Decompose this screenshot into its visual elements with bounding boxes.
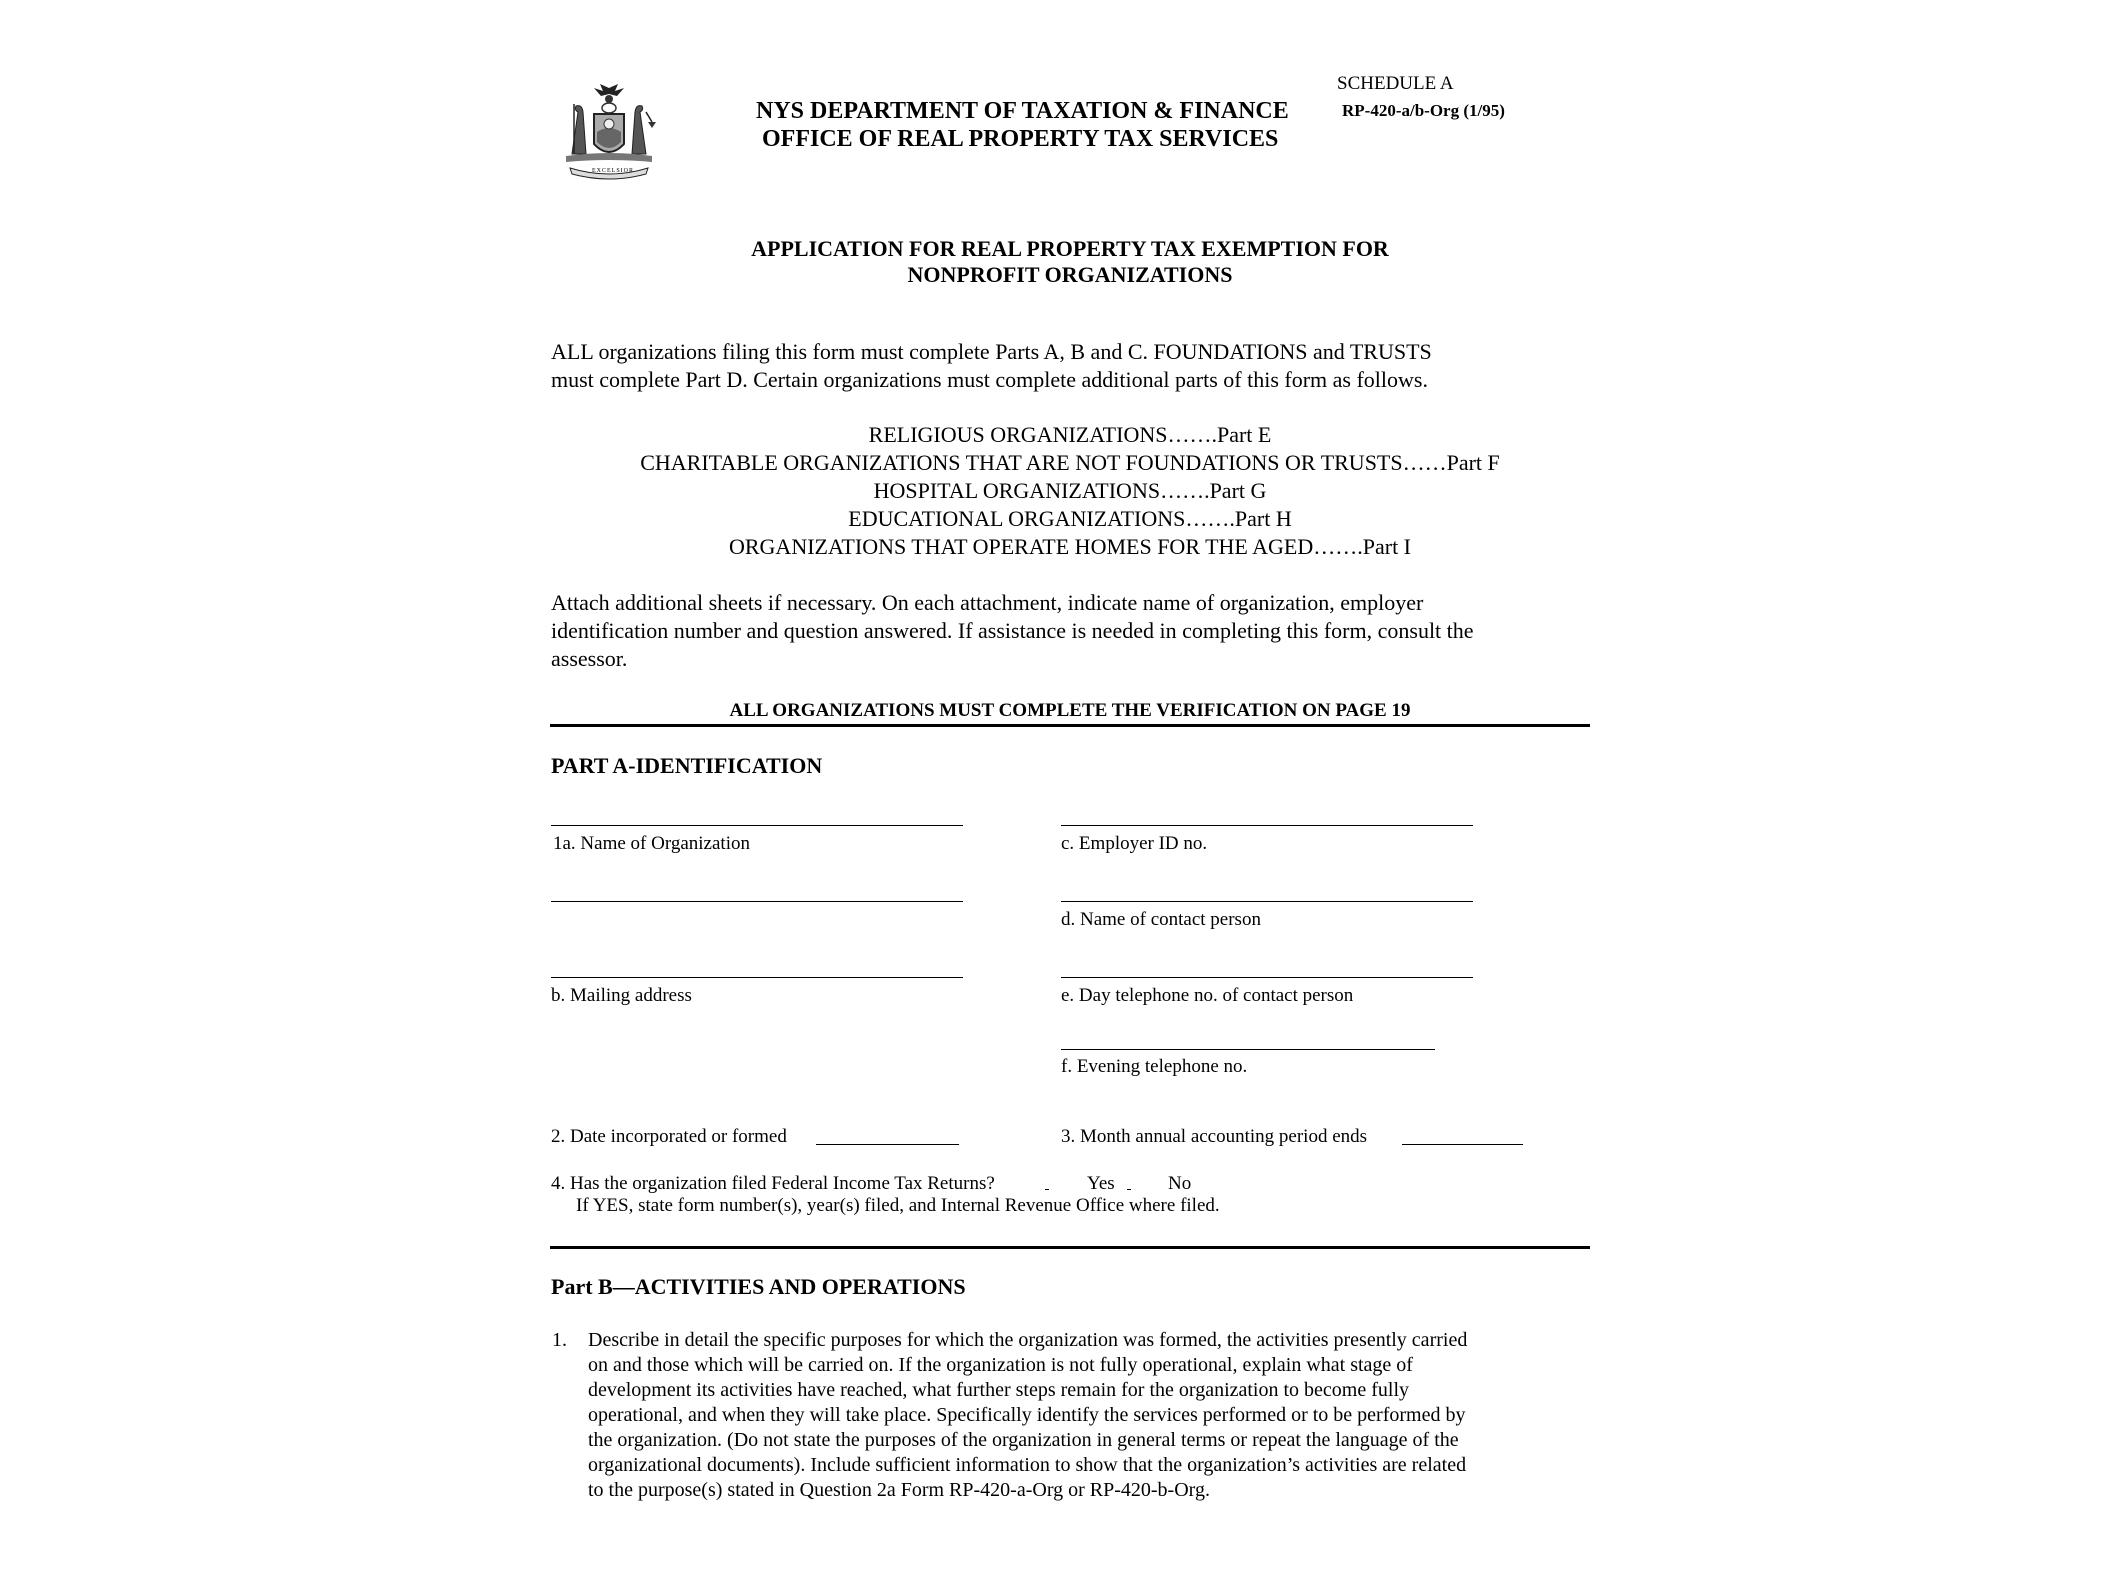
accounting-period-label: 3. Month annual accounting period ends bbox=[1061, 1126, 1368, 1147]
evening-phone-label: f. Evening telephone no. bbox=[1061, 1056, 1248, 1077]
attach-line3: assessor. bbox=[551, 646, 628, 671]
q4-yes-label: Yes bbox=[1087, 1173, 1115, 1194]
nys-seal-icon bbox=[556, 82, 662, 182]
name-of-org-field[interactable] bbox=[551, 825, 963, 826]
seal-motto: EXCELSIOR bbox=[592, 168, 634, 174]
verification-notice: ALL ORGANIZATIONS MUST COMPLETE THE VERIFICATION ON PAGE 19 bbox=[729, 700, 1411, 721]
part-b-heading: Part B—ACTIVITIES AND OPERATIONS bbox=[551, 1274, 966, 1299]
q1-line-4: operational, and when they will take place. Specifically identify the services performed or to be performed by bbox=[588, 1404, 1466, 1426]
form-title-line1: APPLICATION FOR REAL PROPERTY TAX EXEMPTION FOR bbox=[751, 236, 1389, 261]
attach-line1: Attach additional sheets if necessary. On each attachment, indicate name of organization, employer bbox=[551, 590, 1424, 615]
day-phone-field[interactable] bbox=[1061, 977, 1473, 978]
mailing-address-field[interactable] bbox=[551, 977, 963, 978]
intro-line2: must complete Part D. Certain organizations must complete additional parts of this form as follows. bbox=[551, 367, 1428, 392]
org-part-educational: EDUCATIONAL ORGANIZATIONS…….Part H bbox=[848, 506, 1292, 531]
q1-line-5: the organization. (Do not state the purposes of the organization in general terms or repeat the language of the bbox=[588, 1429, 1459, 1451]
q1-line-7: to the purpose(s) stated in Question 2a Form RP-420-a-Org or RP-420-b-Org. bbox=[588, 1479, 1210, 1501]
section-divider bbox=[550, 724, 1590, 727]
employer-id-field[interactable] bbox=[1061, 825, 1473, 826]
q4-no-label: No bbox=[1168, 1173, 1192, 1194]
q4-question: 4. Has the organization filed Federal Income Tax Returns? bbox=[551, 1173, 995, 1194]
form-number: RP-420-a/b-Org (1/95) bbox=[1342, 101, 1505, 120]
intro-line1: ALL organizations filing this form must complete Parts A, B and C. FOUNDATIONS and TRUSTS bbox=[551, 339, 1432, 364]
name-of-org-label: 1a. Name of Organization bbox=[553, 833, 750, 854]
mailing-address-label: b. Mailing address bbox=[551, 985, 692, 1006]
attach-line2: identification number and question answered. If assistance is needed in completing this form, consult the bbox=[551, 618, 1474, 643]
schedule-label: SCHEDULE A bbox=[1337, 73, 1454, 94]
day-phone-label: e. Day telephone no. of contact person bbox=[1061, 985, 1354, 1006]
q1-line-3: development its activities have reached, what further steps remain for the organization to become fully bbox=[588, 1379, 1410, 1401]
org-part-homes-aged: ORGANIZATIONS THAT OPERATE HOMES FOR THE AGED…….Part I bbox=[728, 534, 1412, 559]
evening-phone-field[interactable] bbox=[1061, 1049, 1435, 1050]
yes-checkbox[interactable] bbox=[1045, 1189, 1049, 1190]
name-of-org-field-2[interactable] bbox=[551, 901, 963, 902]
org-part-charitable: CHARITABLE ORGANIZATIONS THAT ARE NOT FOUNDATIONS OR TRUSTS……Part F bbox=[640, 450, 1500, 475]
contact-person-label: d. Name of contact person bbox=[1061, 909, 1261, 930]
office-name: OFFICE OF REAL PROPERTY TAX SERVICES bbox=[762, 126, 1279, 152]
no-checkbox[interactable] bbox=[1127, 1189, 1131, 1190]
org-part-hospital: HOSPITAL ORGANIZATIONS…….Part G bbox=[873, 478, 1267, 503]
q1-line-2: on and those which will be carried on. If the organization is not fully operational, explain what stage of bbox=[588, 1354, 1413, 1376]
date-incorporated-field[interactable] bbox=[816, 1144, 959, 1145]
date-incorporated-label: 2. Date incorporated or formed bbox=[551, 1126, 787, 1147]
q1-line-6: organizational documents). Include sufficient information to show that the organization’s activities are related bbox=[588, 1454, 1467, 1476]
part-a-heading: PART A-IDENTIFICATION bbox=[551, 753, 823, 778]
q4-followup: If YES, state form number(s), year(s) filed, and Internal Revenue Office where filed. bbox=[576, 1195, 1220, 1216]
employer-id-label: c. Employer ID no. bbox=[1061, 833, 1208, 854]
contact-person-field[interactable] bbox=[1061, 901, 1473, 902]
q1-number: 1. bbox=[552, 1329, 567, 1351]
org-part-religious: RELIGIOUS ORGANIZATIONS…….Part E bbox=[868, 422, 1272, 447]
section-divider-2 bbox=[550, 1246, 1590, 1249]
q1-line-1: Describe in detail the specific purposes for which the organization was formed, the activities presently carried bbox=[588, 1329, 1468, 1351]
dept-name: NYS DEPARTMENT OF TAXATION & FINANCE bbox=[756, 98, 1289, 124]
form-title-line2: NONPROFIT ORGANIZATIONS bbox=[907, 262, 1233, 287]
accounting-period-field[interactable] bbox=[1402, 1144, 1523, 1145]
